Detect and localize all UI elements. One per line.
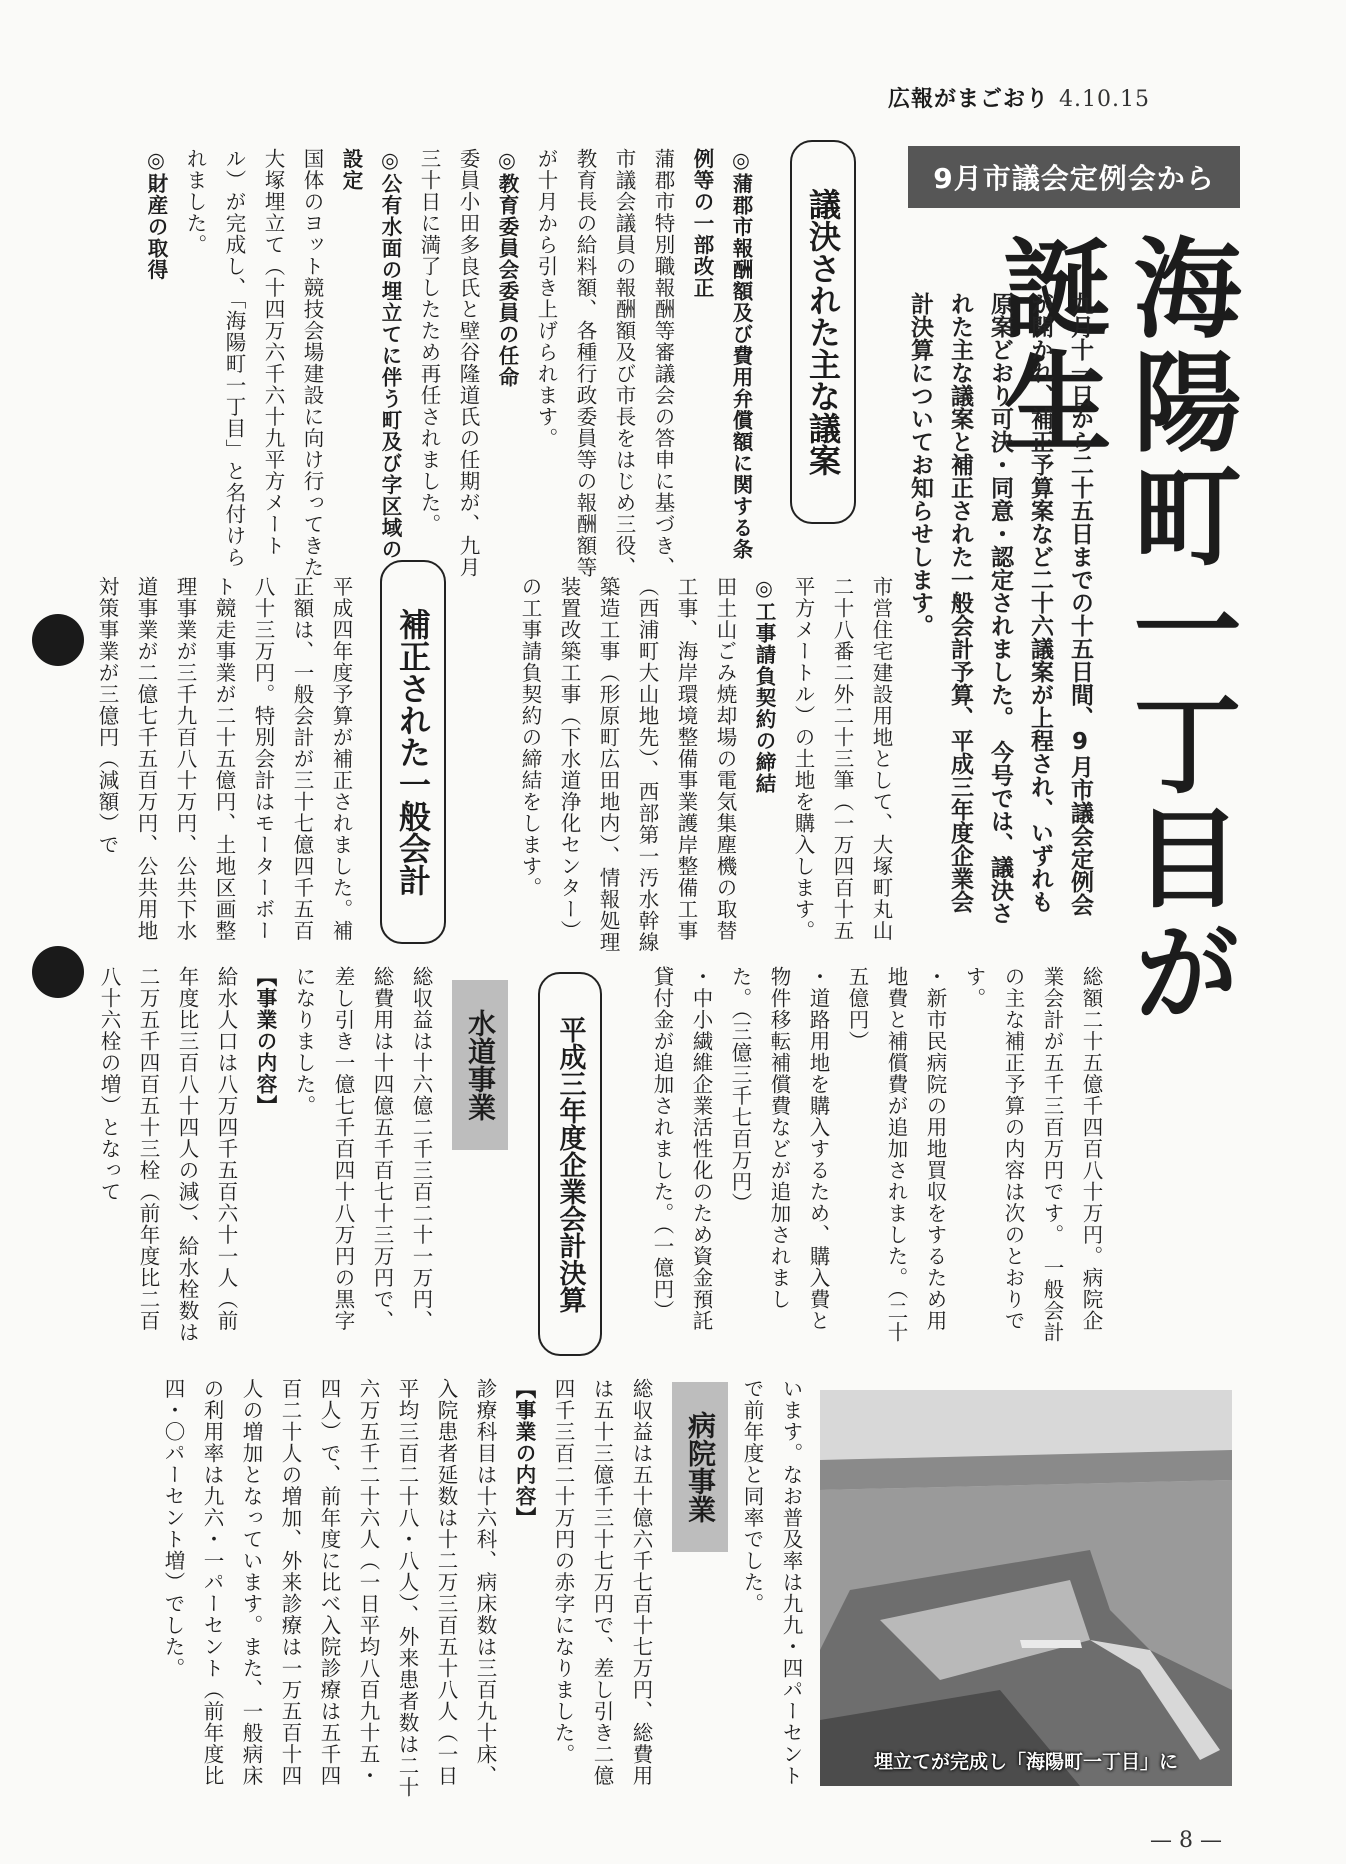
text-budget-2: 総額二十五億千四百八十万円。病院企業会計が五千三百万円です。 一般会計の主な補正予算の内容は次のとおりです。 (962, 966, 1103, 1343)
article-band-1 (110, 148, 760, 578)
heading-education-committee: ◎教育委員会委員の任命 (495, 148, 519, 388)
text-hospital-revenue: 総収益は五十億六千七百十七万円、総費用は五十三億千三十七万円で、差し引き二億四千三百二十万円の赤字になりました。 (551, 1378, 653, 1787)
lead-paragraph: 九月十一日から二十五日までの十五日間、9月市議会定例会が開かれ、補正予算案など二十六議案が上程され、いずれも原案どおり可決・同意・認定されました。 今号では、議決された主な議案と補正された一般会計予算、平成三年度企業会計決算についてお知らせします。 (907, 292, 1093, 925)
text-water-revenue: 総収益は十六億二千三百二十一万円、総費用は十四億五千百七十三万円で、差し引き一億七千百四十八万円の黒字になりました。 (292, 966, 433, 1332)
text-reclamation: 国体のヨット競技会場建設に向け行ってきた大塚埋立て（十四万六千六十九平方メートル）が完成し、「海陽町一丁目」と名付けられました。 (183, 148, 324, 578)
photo-caption: 埋立てが完成し「海陽町一丁目」に (873, 1751, 1178, 1773)
aerial-photo (820, 1390, 1232, 1786)
heading-contracts: ◎工事請負契約の締結 (752, 576, 776, 795)
text-water-content: 給水人口は八万四千五百六十一人（前年度比三百八十四人の減）、給水栓数は二万五千四百五十三栓（前年度比二百八十六栓の増）となって (97, 966, 238, 1343)
section-title-resolutions: 議決された主な議案 (804, 188, 842, 476)
section-box-supplementary (380, 560, 446, 944)
article-band-3-water (97, 966, 440, 1350)
text-property: 市営住宅建設用地として、大塚町丸山二十八番二外二十三筆（一万四百十五平方メートル）の土地を購入します。 (791, 576, 893, 942)
headline: 海陽町一丁目が誕生 (985, 232, 1240, 1030)
text-hospital-content: 診療科目は十六科、病床数は三百九十床、入院患者延数は十二万三百五十八人（一日平均三百二十八・八人）、外来患者数は二十六万五千二十六人（一日平均八百九十五・四人）で、前年度に比べ入院診療は五千四百二十人の増加、外来診療は一万五百十四人の増加となっています。また、一般病床の利用率は九六・一パーセント（前年度比四・〇パーセント増）でした。 (161, 1378, 497, 1798)
publication-header (888, 82, 1150, 113)
article-band-4-hospital (110, 1378, 660, 1798)
text-remuneration: 蒲郡市特別職報酬等審議会の答申に基づき、市議会議員の報酬額及び市長をはじめ三役、教育長の給料額、各種行政委員等の報酬額等が十月から引き上げられます。 (534, 148, 675, 578)
section-label-water (452, 980, 508, 1150)
section-title-hospital: 病院事業 (684, 1411, 717, 1523)
text-budget-1: 平成四年度予算が補正されました。補正額は、一般会計が三十七億四千五百八十三万円。特別会計はモーターボート競走事業が二十五億円、土地区画整理事業が三千九百八十万円、公共下水道事業が二億七千五百万円、公共用地対策事業が三億円（減額）で (95, 576, 353, 942)
section-title-supplementary: 補正された一般会計 (394, 608, 432, 896)
section-title-settlement: 平成三年度企業会計決算 (554, 1015, 586, 1313)
article-band-2 (470, 576, 900, 956)
section-box-settlement (538, 972, 602, 1356)
heading-remuneration: ◎蒲郡市報酬額及び費用弁償額に関する条例等の一部改正 (690, 148, 753, 560)
binder-hole-top (32, 614, 84, 666)
page-number: — 8 — (1150, 1828, 1222, 1853)
section-banner: 9月市議会定例会から (908, 146, 1240, 208)
heading-hospital-content: 【事業の内容】 (512, 1378, 536, 1529)
section-label-hospital (672, 1382, 728, 1552)
section-title-water: 水道事業 (464, 1009, 497, 1121)
text-education-committee: 委員小田多良氏と壁谷隆道氏の任期が、九月三十日に満了したため再任されました。 (417, 148, 480, 578)
text-contracts: 田土山ごみ焼却場の電気集塵機の取替工事、海岸環境整備事業護岸整備工事（西浦町大山地先）、西部第一汚水幹線築造工事（形原町広田地内）、情報処理装置改築工事（下水道浄化センター）の工事請負契約の締結をします。 (518, 576, 737, 953)
issue-date: 4.10.15 (1059, 87, 1150, 112)
publication-title: 広報がまごおり (888, 87, 1050, 112)
section-box-resolutions (790, 140, 856, 524)
article-band-2-budget (95, 576, 360, 956)
heading-reclamation: ◎公有水面の埋立てに伴う町及び字区域の設定 (339, 148, 402, 560)
article-band-4-diffusion (740, 1378, 810, 1798)
text-water-diffusion: います。なお普及率は九九・四パーセントで前年度と同率でした。 (740, 1378, 803, 1787)
text-road-land: ・道路用地を購入するため、購入費と物件移転補償費などが追加されました。（三億三千七百万円） (728, 966, 830, 1332)
binder-hole-bottom (32, 946, 84, 998)
heading-property: ◎財産の取得 (144, 148, 168, 281)
text-textile: ・中小繊維企業活性化のため資金預託貸付金が追加されました。（一億円） (650, 966, 713, 1332)
aerial-photo-image (820, 1390, 1232, 1786)
heading-water-content: 【事業の内容】 (253, 966, 277, 1117)
article-band-3-right (640, 966, 1110, 1350)
text-hospital-land: ・新市民病院の用地買収をするため用地費と補償費が追加されました。（二十五億円） (845, 966, 947, 1343)
